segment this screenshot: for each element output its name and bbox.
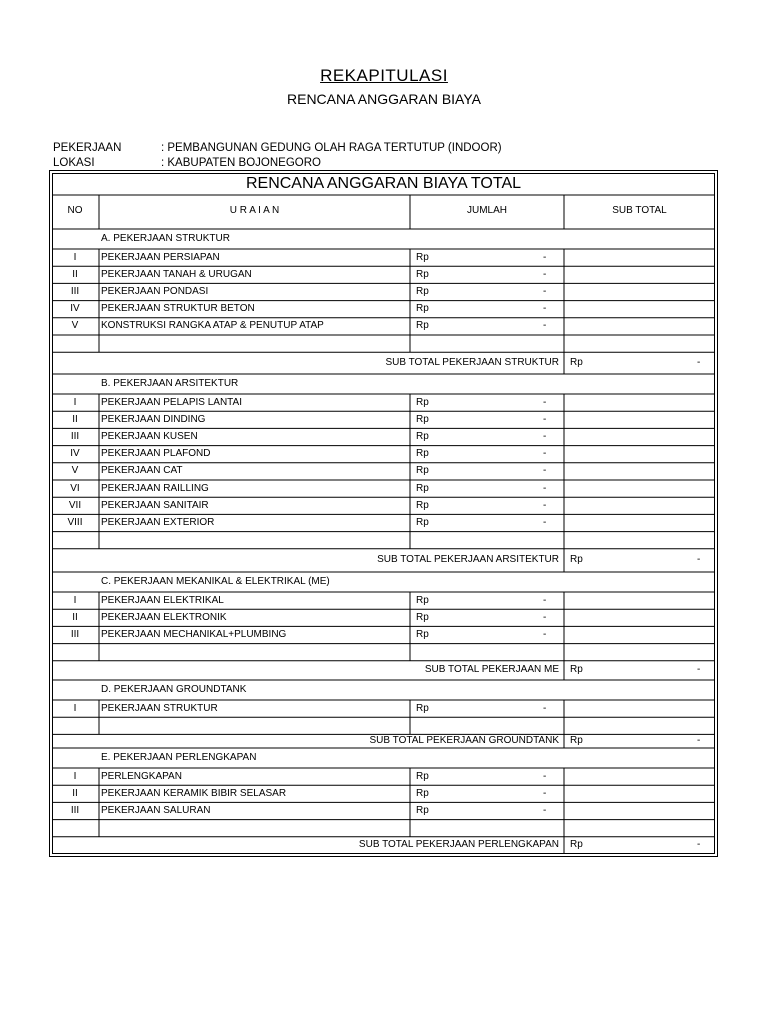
- item-name: PEKERJAAN TANAH & URUGAN: [101, 268, 252, 280]
- item-number: IV: [70, 303, 80, 315]
- table-title: RENCANA ANGGARAN BIAYA TOTAL: [245, 175, 522, 192]
- pekerjaan-label: PEKERJAAN: [53, 142, 122, 154]
- item-amount: -: [543, 787, 547, 799]
- item-currency: Rp: [416, 594, 429, 606]
- subtotal-label: SUB TOTAL PEKERJAAN PERLENGKAPAN: [358, 838, 559, 850]
- section-title: C. PEKERJAAN MEKANIKAL & ELEKTRIKAL (ME): [101, 576, 330, 587]
- item-name: PEKERJAAN CAT: [101, 465, 183, 477]
- item-number: VI: [70, 482, 80, 494]
- item-name: PEKERJAAN ELEKTRIKAL: [101, 594, 224, 606]
- item-currency: Rp: [416, 628, 429, 640]
- section-title: A. PEKERJAAN STRUKTUR: [101, 233, 230, 244]
- subtotal-currency: Rp: [570, 554, 583, 566]
- subtotal-label: SUB TOTAL PEKERJAAN ME: [424, 664, 559, 676]
- item-currency: Rp: [416, 430, 429, 442]
- item-amount: -: [543, 430, 547, 442]
- item-amount: -: [543, 770, 547, 782]
- item-number: VIII: [67, 516, 83, 528]
- item-amount: -: [543, 611, 547, 623]
- item-name: PEKERJAAN STRUKTUR: [101, 702, 218, 714]
- item-name: KONSTRUKSI RANGKA ATAP & PENUTUP ATAP: [101, 320, 324, 332]
- item-amount: -: [543, 499, 547, 511]
- lokasi-value: : KABUPATEN BOJONEGORO: [161, 157, 321, 169]
- item-number: V: [71, 465, 79, 477]
- item-amount: -: [543, 804, 547, 816]
- item-name: PEKERJAAN SANITAIR: [101, 499, 209, 511]
- item-name: PEKERJAAN PERSIAPAN: [101, 251, 220, 263]
- column-header-uraian: U R A I A N: [229, 205, 280, 216]
- item-name: PEKERJAAN PELAPIS LANTAI: [101, 396, 242, 408]
- item-name: PEKERJAAN KERAMIK BIBIR SELASAR: [101, 787, 287, 799]
- item-name: PEKERJAAN PONDASI: [101, 285, 209, 297]
- item-number: II: [72, 268, 78, 280]
- subtotal-amount: -: [697, 357, 701, 369]
- item-currency: Rp: [416, 320, 429, 332]
- subtotal-currency: Rp: [570, 735, 583, 747]
- subtotal-currency: Rp: [570, 664, 583, 676]
- column-header-no: NO: [67, 205, 83, 216]
- item-currency: Rp: [416, 413, 429, 425]
- item-name: PEKERJAAN MECHANIKAL+PLUMBING: [101, 628, 287, 640]
- item-amount: -: [543, 482, 547, 494]
- location-info: [53, 157, 321, 170]
- pekerjaan-value: : PEMBANGUNAN GEDUNG OLAH RAGA TERTUTUP (INDOOR): [161, 142, 502, 154]
- item-number: I: [73, 770, 77, 782]
- item-currency: Rp: [416, 396, 429, 408]
- item-name: PEKERJAAN SALURAN: [101, 804, 211, 816]
- item-number: IV: [70, 448, 80, 460]
- item-currency: Rp: [416, 702, 429, 714]
- item-name: PEKERJAAN DINDING: [101, 413, 206, 425]
- item-name: PEKERJAAN STRUKTUR BETON: [101, 303, 255, 315]
- item-number: III: [70, 285, 80, 297]
- item-name: PEKERJAAN EXTERIOR: [101, 516, 215, 528]
- item-currency: Rp: [416, 611, 429, 623]
- item-amount: -: [543, 628, 547, 640]
- item-amount: -: [543, 303, 547, 315]
- item-amount: -: [543, 516, 547, 528]
- item-amount: -: [543, 465, 547, 477]
- item-number: II: [72, 611, 78, 623]
- document-subtitle: RENCANA ANGGARAN BIAYA: [287, 91, 481, 107]
- item-amount: -: [543, 413, 547, 425]
- project-info: [53, 142, 502, 155]
- item-name: PEKERJAAN KUSEN: [101, 430, 198, 442]
- item-number: I: [73, 396, 77, 408]
- item-currency: Rp: [416, 499, 429, 511]
- section-title: E. PEKERJAAN PERLENGKAPAN: [101, 752, 257, 763]
- subtotal-amount: -: [697, 554, 701, 566]
- section-title: B. PEKERJAAN ARSITEKTUR: [101, 378, 239, 389]
- subtotal-currency: Rp: [570, 357, 583, 369]
- item-amount: -: [543, 448, 547, 460]
- item-currency: Rp: [416, 787, 429, 799]
- item-number: I: [73, 594, 77, 606]
- document-title: REKAPITULASI: [320, 66, 448, 85]
- item-amount: -: [543, 702, 547, 714]
- section-title: D. PEKERJAAN GROUNDTANK: [101, 684, 247, 695]
- item-currency: Rp: [416, 268, 429, 280]
- item-currency: Rp: [416, 804, 429, 816]
- item-currency: Rp: [416, 482, 429, 494]
- item-name: PEKERJAAN PLAFOND: [101, 448, 211, 460]
- subtotal-label: SUB TOTAL PEKERJAAN STRUKTUR: [385, 357, 559, 369]
- item-name: PERLENGKAPAN: [101, 770, 182, 782]
- item-currency: Rp: [416, 516, 429, 528]
- item-number: VII: [68, 499, 82, 511]
- item-number: III: [70, 430, 80, 442]
- subtotal-label: SUB TOTAL PEKERJAAN GROUNDTANK: [369, 735, 559, 747]
- item-currency: Rp: [416, 770, 429, 782]
- item-amount: -: [543, 251, 547, 263]
- column-header-sub-total: SUB TOTAL: [612, 205, 667, 216]
- item-number: II: [72, 413, 78, 425]
- item-amount: -: [543, 268, 547, 280]
- column-header-jumlah: JUMLAH: [466, 205, 507, 216]
- item-name: PEKERJAAN RAILLING: [101, 482, 209, 494]
- subtotal-amount: -: [697, 735, 701, 747]
- item-currency: Rp: [416, 303, 429, 315]
- item-currency: Rp: [416, 448, 429, 460]
- item-number: II: [72, 787, 78, 799]
- item-number: III: [70, 628, 80, 640]
- item-amount: -: [543, 320, 547, 332]
- item-currency: Rp: [416, 465, 429, 477]
- item-currency: Rp: [416, 251, 429, 263]
- item-number: I: [73, 702, 77, 714]
- item-number: I: [73, 251, 77, 263]
- subtotal-currency: Rp: [570, 838, 583, 850]
- item-amount: -: [543, 396, 547, 408]
- item-name: PEKERJAAN ELEKTRONIK: [101, 611, 227, 623]
- item-amount: -: [543, 594, 547, 606]
- lokasi-label: LOKASI: [53, 157, 95, 169]
- item-number: III: [70, 804, 80, 816]
- item-number: V: [71, 320, 79, 332]
- subtotal-amount: -: [697, 664, 701, 676]
- subtotal-label: SUB TOTAL PEKERJAAN ARSITEKTUR: [377, 554, 559, 566]
- item-amount: -: [543, 285, 547, 297]
- item-currency: Rp: [416, 285, 429, 297]
- subtotal-amount: -: [697, 838, 701, 850]
